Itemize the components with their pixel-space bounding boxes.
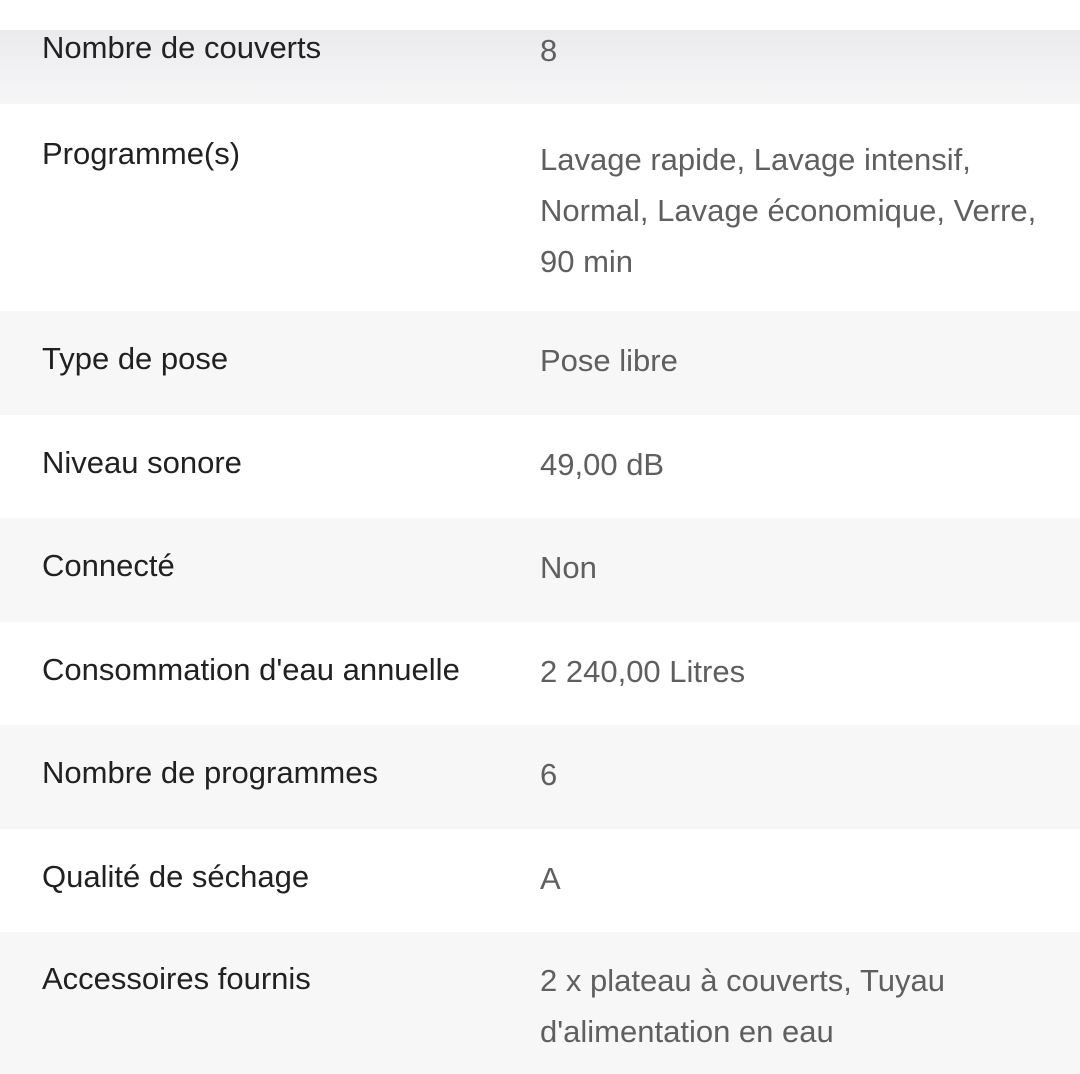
- sticky-header: [0, 0, 1080, 30]
- spec-row-program-count: [0, 725, 1080, 829]
- spec-row-water-consumption: [0, 622, 1080, 725]
- spec-label: Nombre de couverts: [42, 30, 322, 65]
- spec-label: Qualité de séchage: [42, 859, 310, 894]
- spec-value: 8: [540, 33, 558, 68]
- spec-row-accessories: [0, 932, 1080, 1074]
- spec-label: Connecté: [42, 548, 175, 583]
- spec-value: A: [540, 861, 561, 896]
- spec-row-noise-level: [0, 415, 1080, 518]
- spec-value: Pose libre: [540, 343, 678, 378]
- spec-label: Niveau sonore: [42, 445, 242, 480]
- spec-value: Non: [540, 550, 597, 585]
- spec-label: Accessoires fournis: [42, 961, 311, 996]
- spec-value: Lavage rapide, Lavage intensif, Normal, Lavage économique, Verre, 90 min: [540, 142, 1037, 279]
- spec-value: 2 240,00 Litres: [540, 654, 746, 689]
- spec-row-programs-content: [0, 104, 1080, 311]
- spec-row-installation-type: [0, 311, 1080, 415]
- spec-label: Programme(s): [42, 136, 241, 171]
- spec-value: 6: [540, 757, 558, 792]
- spec-row-connected: [0, 518, 1080, 622]
- spec-row-drying-quality: [0, 829, 1080, 932]
- spec-value: 2 x plateau à couverts, Tuyau d'alimentation en eau: [540, 963, 945, 1049]
- spec-label: Nombre de programmes: [42, 755, 378, 790]
- spec-label: Consommation d'eau annuelle: [42, 652, 460, 687]
- spec-value: 49,00 dB: [540, 447, 665, 482]
- spec-label: Type de pose: [42, 341, 229, 376]
